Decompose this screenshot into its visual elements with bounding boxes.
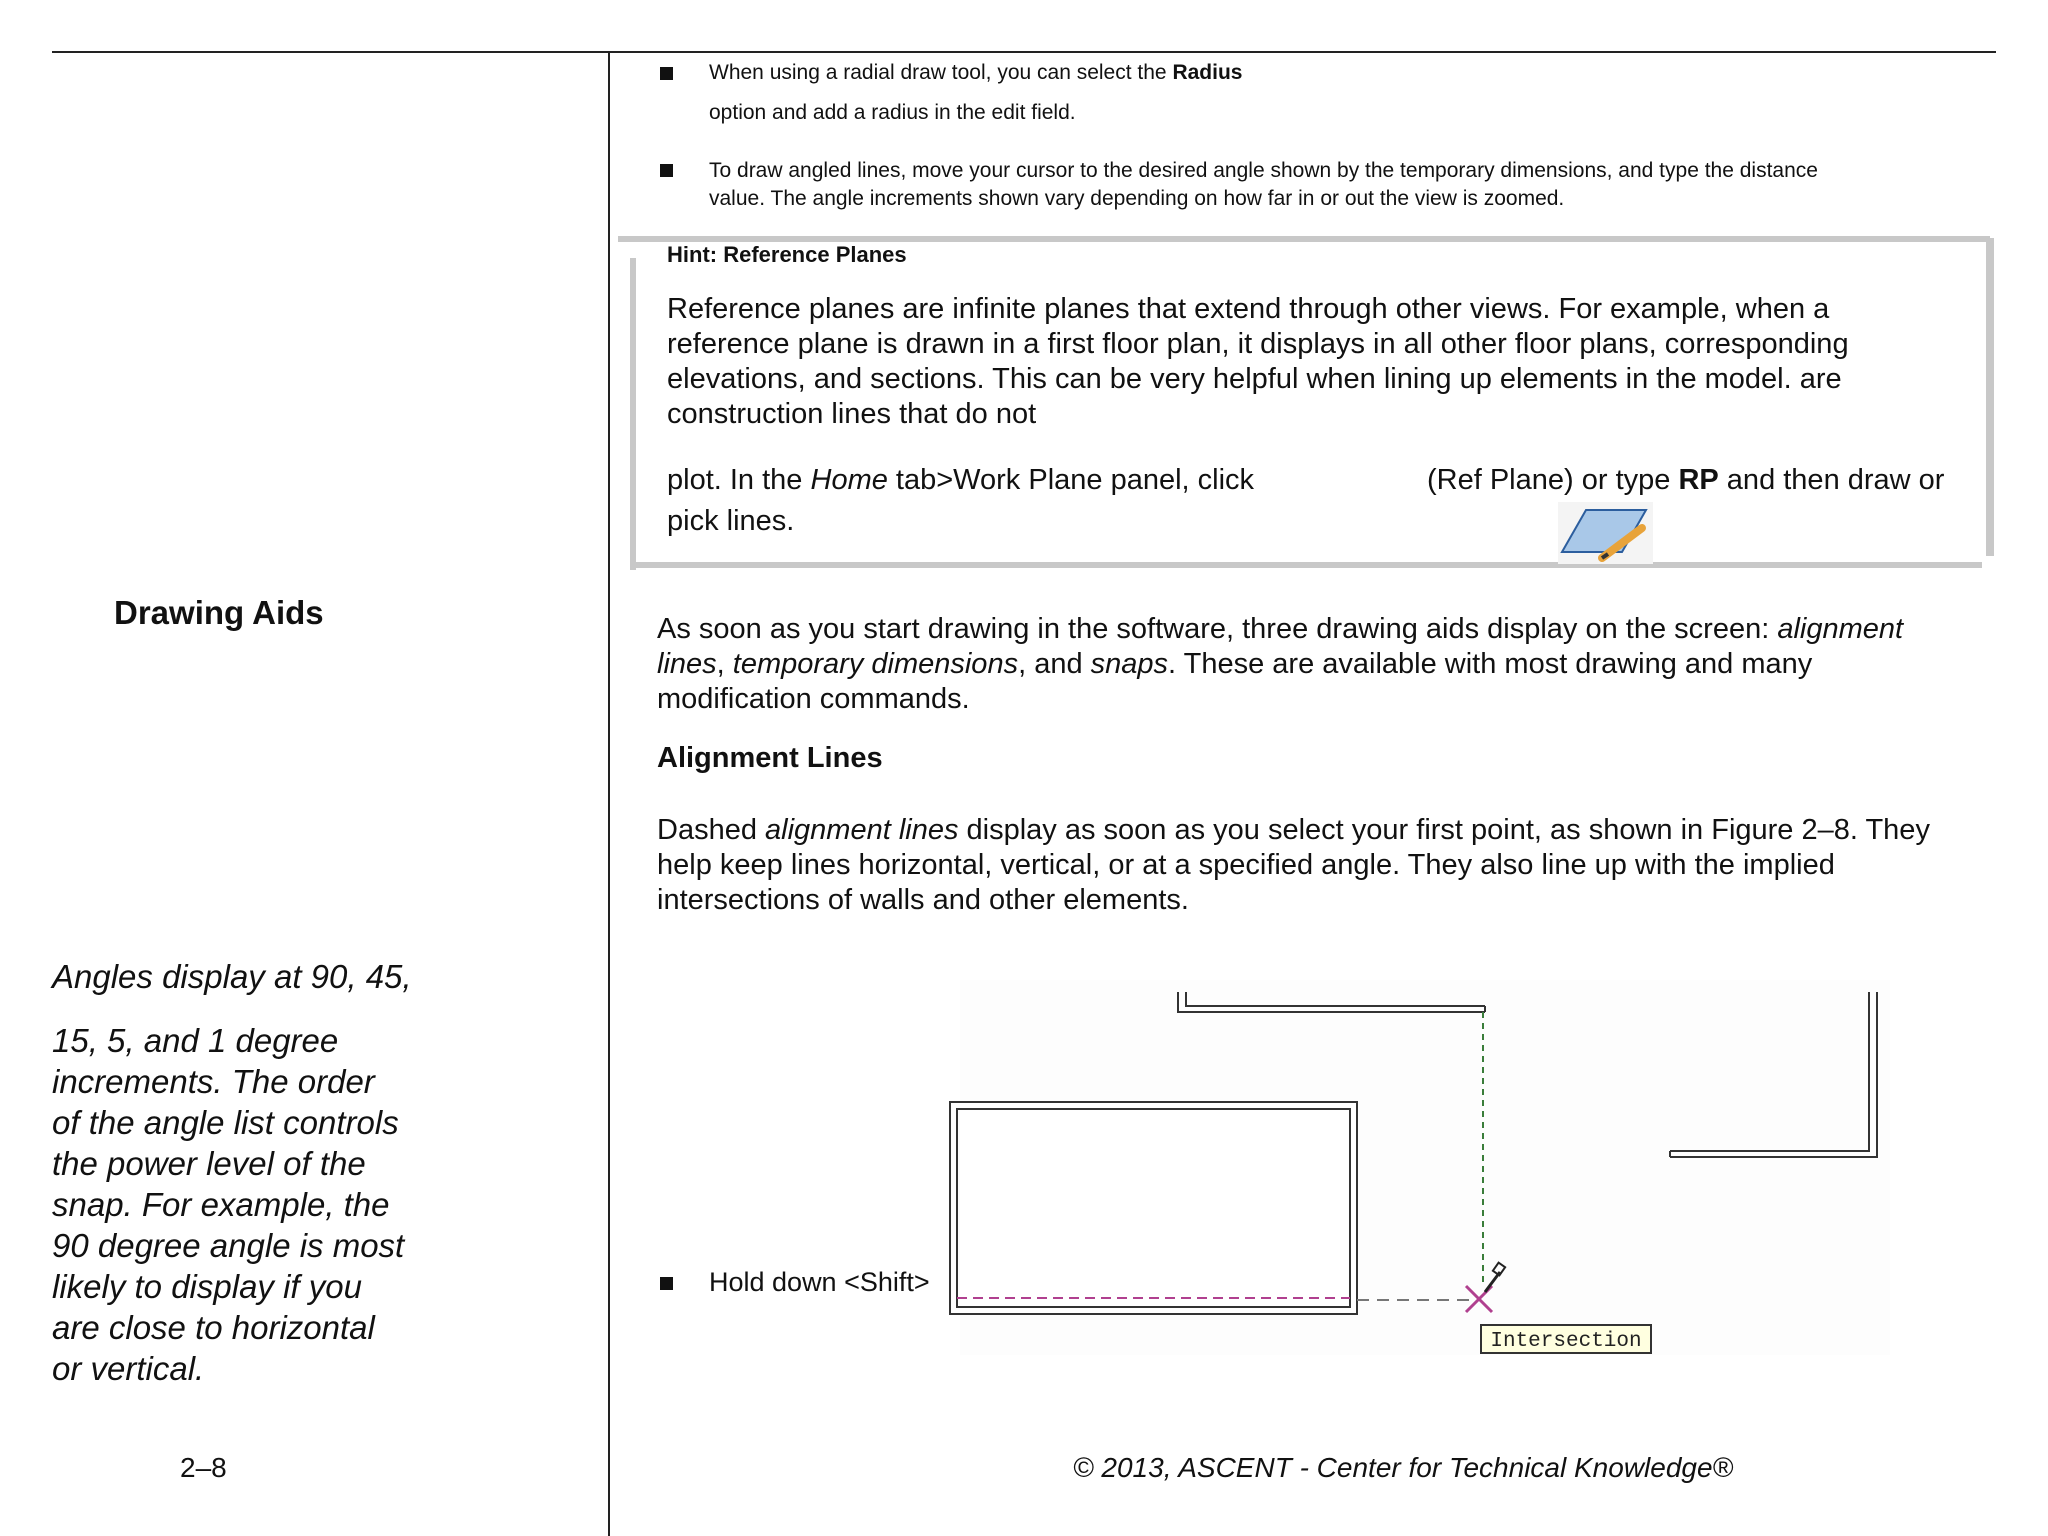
hint-paragraph [667,292,1849,432]
hint-title: Hint: Reference Planes [667,242,907,267]
side-note-line1: Angles display at 90, 45, [52,958,412,995]
drawing-aids-paragraph: As soon as you start drawing in the software, three drawing aids display on the screen: alignment lines, temporary dimensions, and snaps. These are available with most drawing and many modification commands. [657,613,1904,715]
hint-plot-line2: pick lines. [667,505,795,537]
side-note-line: are close to horizontal [52,1309,375,1346]
snap-tooltip-label: Intersection [1490,1330,1642,1353]
side-note-line: 15, 5, and 1 degree [52,1022,339,1059]
bullet-text-angled-line2: value. The angle increments shown vary depending on how far in or out the view is zoomed. [709,187,1565,210]
bullet-text-angled: To draw angled lines, move your cursor to the desired angle shown by the temporary dimensions, and type the distance [709,159,1818,182]
hint-line: reference plane is drawn in a first floor plan, it displays in all other floor plans, corresponding [667,328,1849,360]
side-note-line: increments. The order [52,1063,375,1100]
bullet-marker [660,164,673,177]
section-heading-drawing-aids: Drawing Aids [114,594,324,631]
side-note-line: the power level of the [52,1145,366,1182]
hint-border-bottom [630,562,1982,568]
bullet-text-radius-line2: option and add a radius in the edit field. [709,101,1076,124]
top-rule [52,51,1996,53]
alignment-lines-paragraph: Dashed alignment lines display as soon as you select your first point, as shown in Figure 2–8. They help keep lines horizontal, vertical, or at a specified angle. They also line up with the implied intersections of walls and other elements. [657,814,1930,916]
copyright: © 2013, ASCENT - Center for Technical Knowledge® [1073,1452,1734,1483]
hint-line: Reference planes are infinite planes that extend through other views. For example, when a [667,293,1830,325]
hint-border-left [630,258,636,570]
hint-border-right [1986,238,1994,556]
hint-line: construction lines that do not [667,398,1037,430]
side-note-line: of the angle list controls [52,1104,399,1141]
side-note [52,1020,404,1389]
bullet-marker [660,1277,673,1290]
hint-plot-line: plot. In the Home tab>Work Plane panel, click [667,464,1255,496]
bullet-marker [660,67,673,80]
subheading-alignment-lines: Alignment Lines [657,742,883,774]
bullet-text-radius: When using a radial draw tool, you can select the Radius [709,61,1243,84]
side-note-line: or vertical. [52,1350,205,1387]
hint-line: elevations, and sections. This can be very helpful when lining up elements in the model. are [667,363,1842,395]
page-number: 2–8 [180,1452,227,1483]
side-note-line: 90 degree angle is most [52,1227,405,1264]
column-divider [608,51,610,1536]
alignment-lines-figure [940,980,1890,1355]
ref-plane-icon [1558,502,1653,564]
hint-refplane-text: (Ref Plane) or type RP and then draw or [1427,464,1945,496]
side-note-line: snap. For example, the [52,1186,390,1223]
side-note-line: likely to display if you [52,1268,362,1305]
bullet-text-shift: Hold down <Shift> [709,1267,930,1297]
